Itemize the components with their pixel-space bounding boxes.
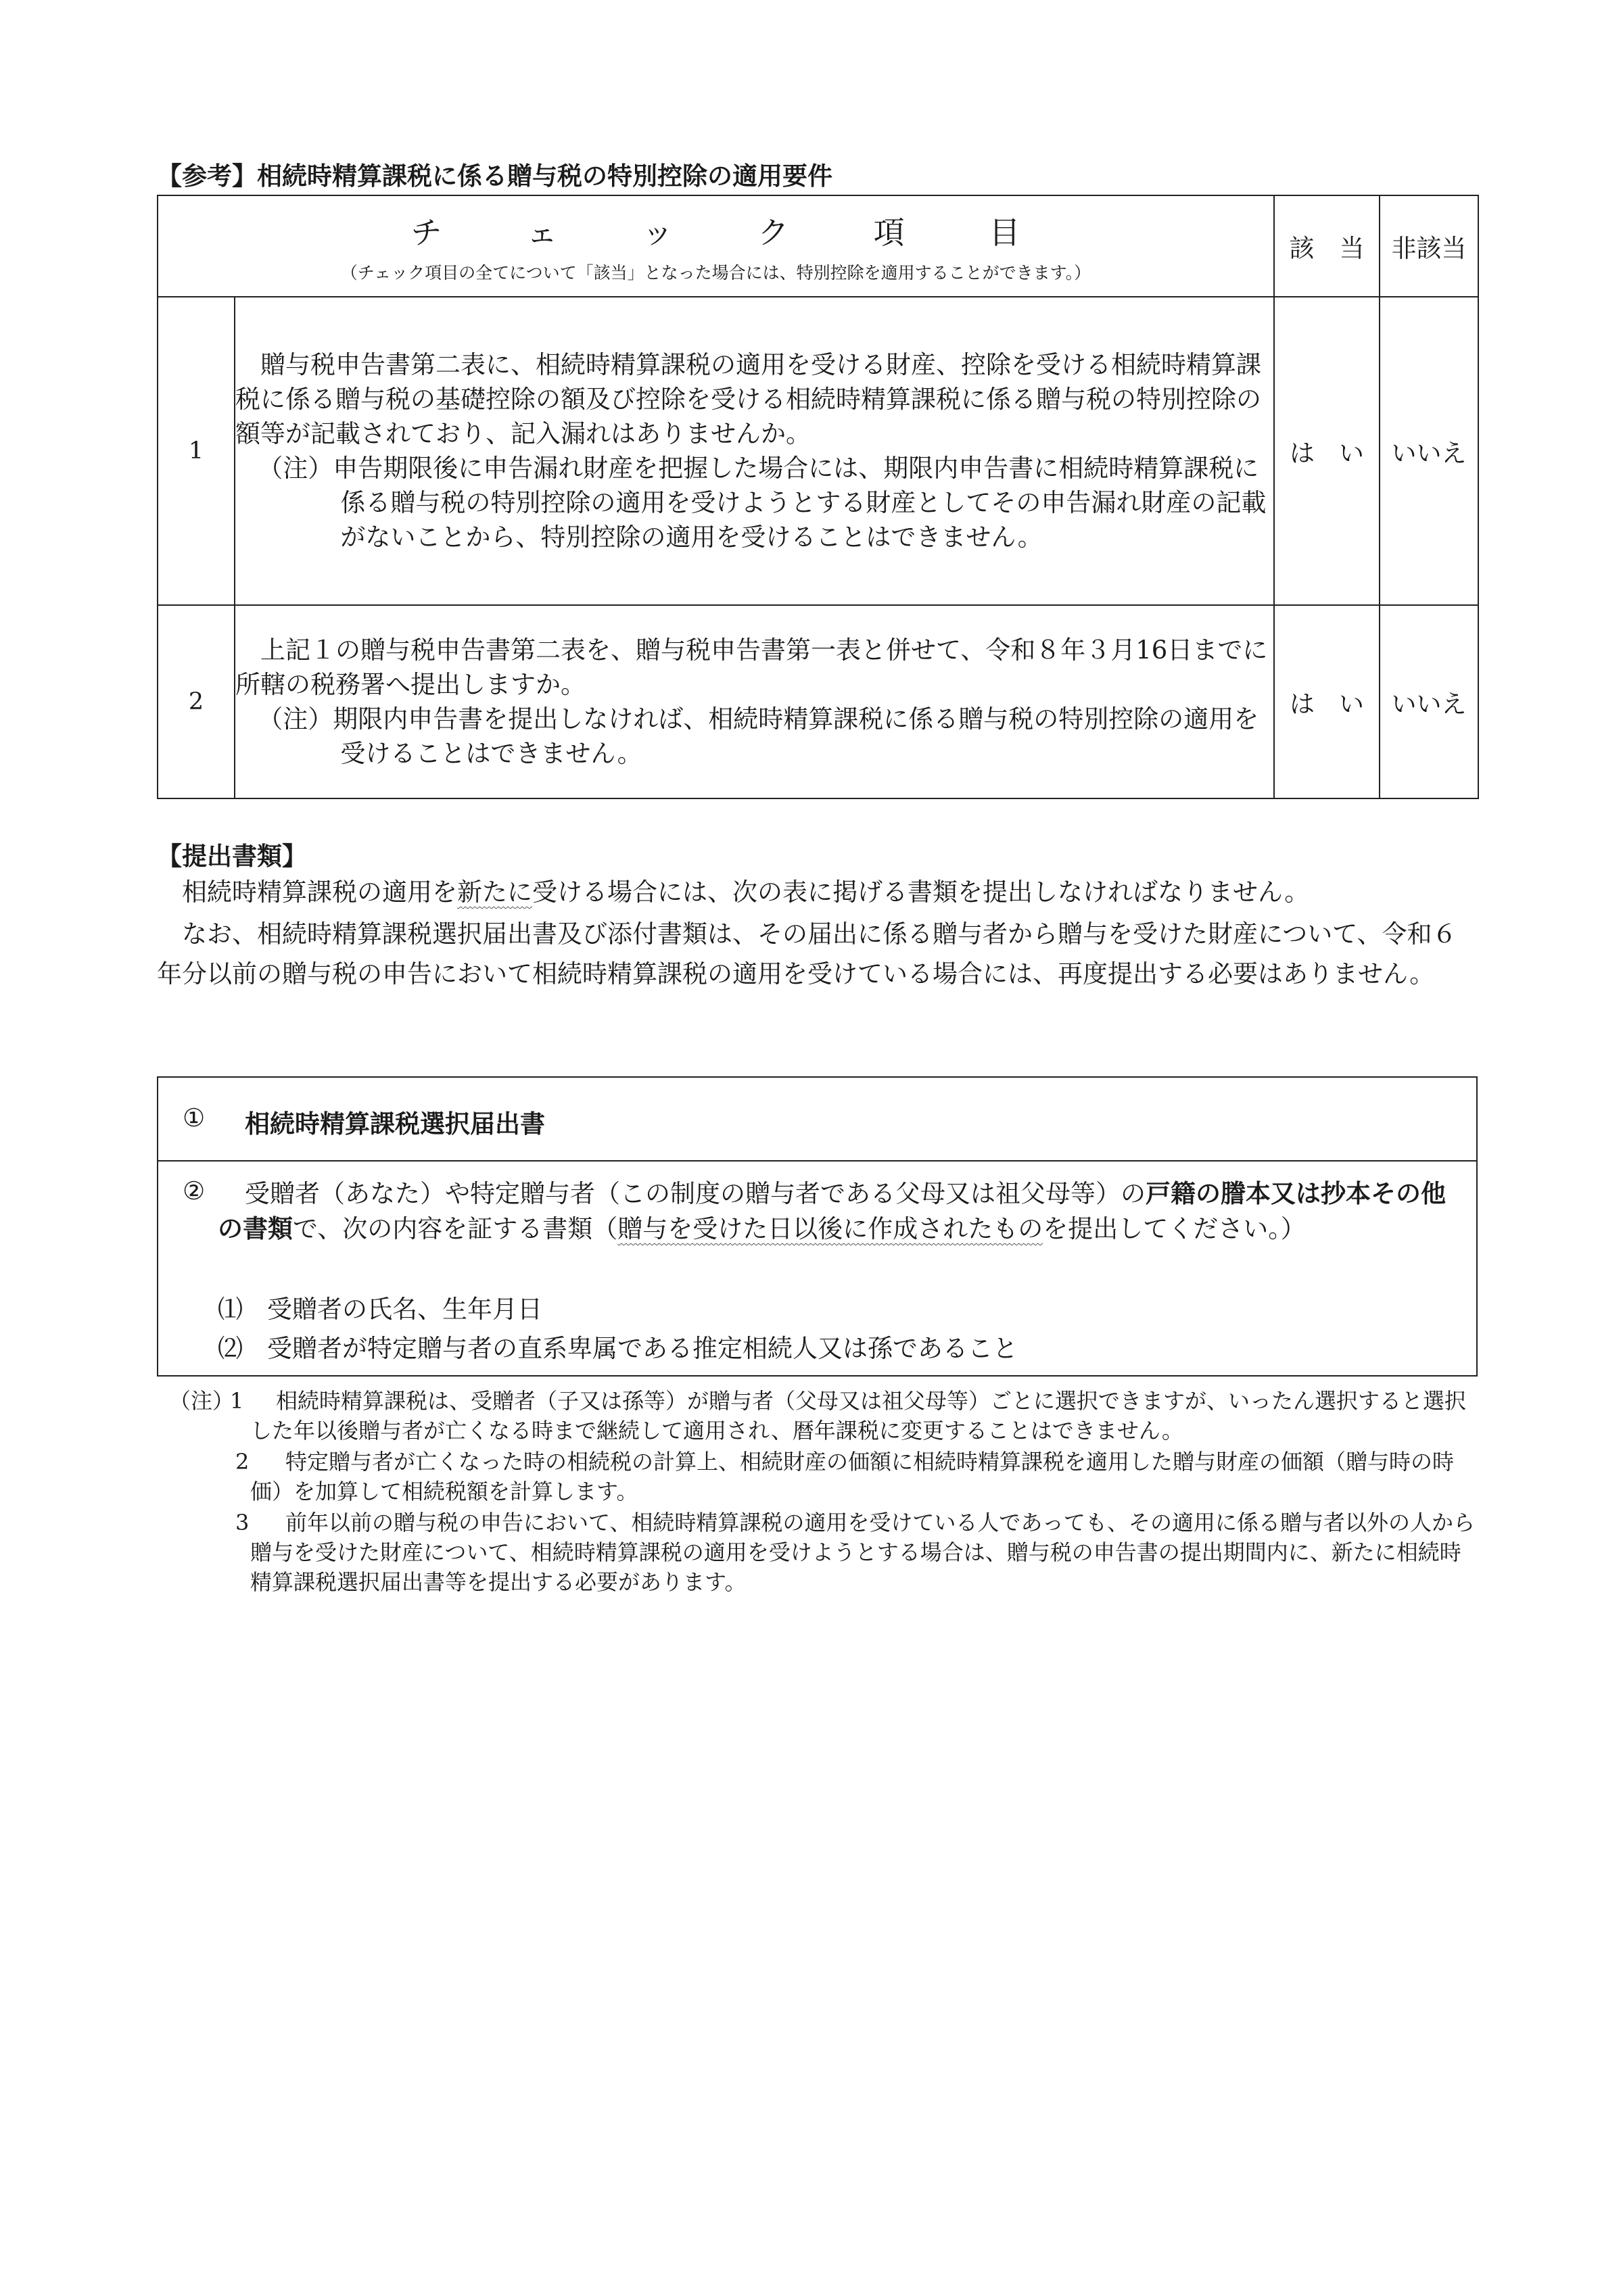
note-number: 3 [235,1510,250,1535]
row-number: 2 [158,605,235,798]
note-item-3: 前年以前の贈与税の申告において、相続時精算課税の適用を受けている人であっても、その適用に係る贈与者以外の人から贈与を受けた財産について、相続時精算課税の適用を受けようとする場合は、贈与税の申告書の提出期間内に、新たに相続時精算課税選択届出書等を提出する必要があります。 [250,1510,1476,1595]
documents-paragraph-2: なお、相続時精算課税選択届出書及び添付書類は、その届出に係る贈与者から贈与を受けた財産について、令和６年分以前の贈与税の申告において相続時精算課税の適用を受けている場合には、再度提出する必要はありません。 [157,919,1457,988]
answer-no[interactable]: いいえ [1380,297,1478,605]
answer-yes[interactable]: は い [1274,605,1380,798]
table-row [158,297,1478,605]
answer-no[interactable]: いいえ [1380,605,1478,798]
check-table [157,195,1479,799]
documents-heading: 【提出書類】 [157,842,307,871]
note-number: 2 [235,1449,250,1475]
row-text: 上記１の贈与税申告書第二表を、贈与税申告書第一表と併せて、令和８年３月16日までに所轄の税務署へ提出しますか。 （注）期限内申告書を提出しなければ、相続時精算課税に係る贈与税の特別控除の適用を受けることはできません。 [235,605,1274,798]
notes-label: （注） [169,1388,235,1414]
row-number: 1 [158,297,235,605]
answer-yes[interactable]: は い [1274,297,1380,605]
row-text: 贈与税申告書第二表に、相続時精算課税の適用を受ける財産、控除を受ける相続時精算課税に係る贈与税の基礎控除の額及び控除を受ける相続時精算課税に係る贈与税の特別控除の額等が記載されており、記入漏れはありませんか。 （注）申告期限後に申告漏れ財産を把握した場合には、期限内申告書に相続時精算課税に係る贈与税の特別控除の適用を受けようとする財産としてその申告漏れ財産の記載がないことから、特別控除の適用を受けることはできません。 [235,297,1274,605]
documents-paragraph-1: 相続時精算課税の適用を新たに受ける場合には、次の表に掲げる書類を提出しなければなりません。 [182,878,1310,907]
item-2-mark: ② [183,1176,206,1205]
note-item-1: 相続時精算課税は、受贈者（子又は孫等）が贈与者（父母又は祖父母等）ごとに選択できますが、いったん選択すると選択した年以後贈与者が亡くなる時まで継続して適用され、暦年課税に変更することはできません。 [250,1388,1467,1443]
item-2-text: 受贈者（あなた）や特定贈与者（この制度の贈与者である父母又は祖父母等）の戸籍の謄本又は抄本その他の書類で、次の内容を証する書類（贈与を受けた日以後に作成されたものを提出してください。） [218,1179,1446,1243]
reference-heading: 【参考】相続時精算課税に係る贈与税の特別控除の適用要件 [157,162,832,191]
item-1-mark: ① [183,1103,206,1132]
table-header-row [158,195,1478,297]
sub-item-2: ⑵ 受贈者が特定贈与者の直系卑属である推定相続人又は孫であること [218,1334,1018,1363]
col-not-applicable: 非該当 [1380,195,1478,297]
item-1-text: 相続時精算課税選択届出書 [245,1109,545,1139]
table-row [158,605,1478,798]
check-items-note: （チェック項目の全てについて「該当」となった場合には、特別控除を適用することができます。） [340,263,1091,283]
note-item-2: 特定贈与者が亡くなった時の相続税の計算上、相続財産の価額に相続時精算課税を適用した贈与財産の価額（贈与時の時価）を加算して相続税額を計算します。 [250,1449,1455,1504]
col-applicable: 該 当 [1274,195,1380,297]
sub-item-1: ⑴ 受贈者の氏名、生年月日 [218,1295,542,1324]
check-items-title: チ ェ ッ ク 項 目 [410,214,1021,251]
check-items-header [158,195,1274,297]
document-item-2-box [157,1160,1478,1377]
document-item-1-box [157,1076,1478,1162]
note-number: 1 [230,1388,244,1414]
